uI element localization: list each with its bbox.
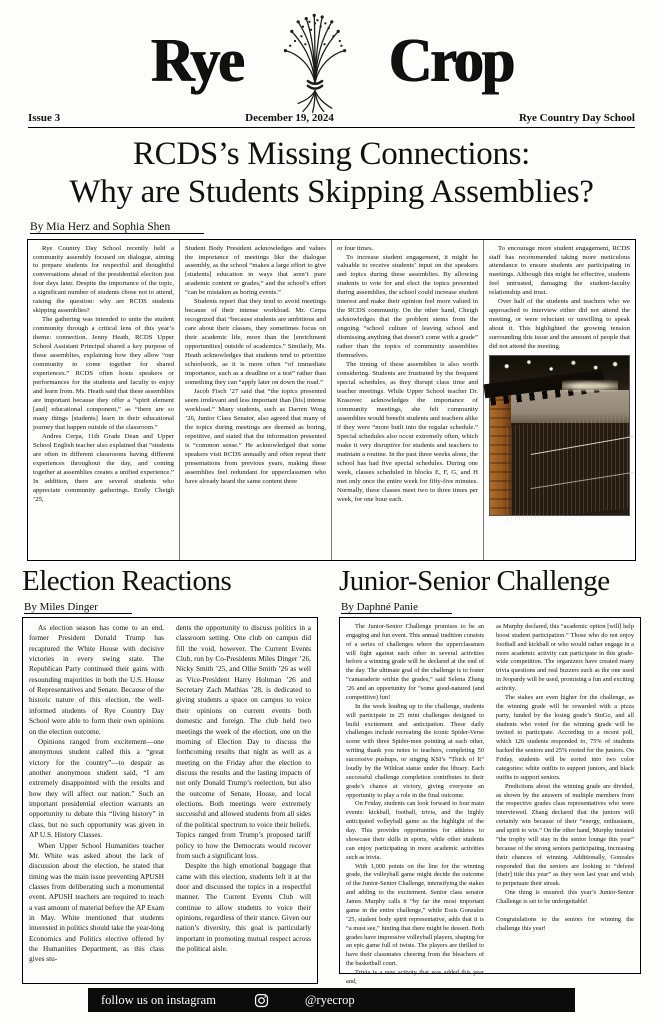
paragraph: Congratulations to the seniors for winning the challenge this year!: [496, 915, 634, 932]
paragraph: The gathering was intended to unite the student community through a critical lens of this year’s theme: connection. Jenny Heath, RCDS Upper School Assistant Principal shared a key purpose of these assemblies, explaining how they allow “our community to come together for shared experiences.” RCDS often hosts speakers or performances for the students and faculty to enjoy and learn from. Ms. Heath said that these assemblies are important because they offer a “spirit element [and] educational component,” as “there are so many things [students] learn in their educational journey that happen outside of the classroom.”: [33, 316, 174, 431]
challenge-byline-row: [341, 601, 641, 613]
instagram-icon: [254, 993, 269, 1008]
challenge-section: [339, 566, 641, 984]
paragraph: Andres Cerpa, 11th Grade Dean and Upper School English teacher also explained that “students are often in different classrooms having different experiences throughout the day, and coming together at assemblies creates a unified experience.” In addition, there are several students who appreciate community gatherings. Emily Cheigh ’25,: [33, 432, 174, 503]
article-column-text: [489, 245, 630, 353]
challenge-headline: Junior-Senior Challenge: [339, 564, 610, 597]
issue-date: December 19, 2024: [245, 112, 334, 124]
paragraph: dents the opportunity to discuss politics in a classroom setting. One club on campus did fill the void, however. The Current Events Club, run by Co-Presidents Miles Dinger ’26, Nicky Smith ’25, and Ollie Smith ’26 as well as Vice-President Harry Holtman ’26 and Secretary Zach Mathias ’28, is dedicated to giving students a space on campus to voice their opinions on current events both domestic and foreign. The club held two meetings the week of the election, one on the morning of Election Day to discuss the forthcoming results that night as well as a meeting on the Friday after the election to discuss the results and the lasting impacts of not only Donald Trump’s reelection, but also the outcome of Senate, House, and local elections. Both meetings were extremely successful and allowed students from all sides of the political spectrum to voice their beliefs. Topics ranged from Trump’s proposed tariff policy to how the Democrats would recover from such a significant loss.: [176, 622, 311, 860]
paragraph: as Murphy declared, this “academic option [will] help boost student participation.” Those who do not enjoy football and kickball or who would rather engage in a more academic activity can participate in this grade-wide competition. The organizers have created many trivia questions and real buzzers such as the one used in Jeopardy will be used, promising a fun and exciting activity.: [496, 622, 634, 693]
paragraph: The timing of these assemblies is also worth considering. Students are frustrated by the frequent special schedules, as they disrupt class time and teacher meetings. While Upper School teacher Dr. Krasovec acknowledges the importance of community meetings, she felt community assemblies would benefit students and teachers alike if they were “more built into the regular schedule.” Special schedules also occur extremely often, which make it very disruptive for students and teachers to maintain a routine. In the past three weeks alone, the school has had five special schedules. During one week, classes scheduled in blocks E, F, G, and H met only once the entire week for fifty-five minutes. Normally, these classes meet two to three times per week, for one hour each.: [337, 361, 478, 503]
paragraph: Student Body President acknowledges and values the importance of meetings like the dialogue assembly, as the school “makes a large effort to give [students] education in ways that aren’t pure academic content or grades,” and the school’s effort “can be mistaken as boring events.”: [185, 244, 326, 297]
issue-number: Issue 3: [28, 112, 61, 124]
lead-headline-line2: Why are Students Skipping Assemblies?: [69, 174, 594, 211]
masthead-title-left: Rye: [150, 25, 243, 95]
paragraph: In the week leading up to the challenge, students will participate in 25 mini challenges designed to build excitement and anticipation. These daily challenges include recreating the iconic Spider-Verse scene with three Spider-men pointing at each other, writing thank you notes to teachers, completing 50 successive pushups, or singing KSI’s “Thick of It” loudly by the Wildcat statue under the library. Each successful challenge completion contributes to their grade’s chance at victory, giving everyone an opportunity to play a role in the final outcome.: [346, 702, 484, 799]
election-headline: Election Reactions: [22, 564, 232, 597]
lead-headline-line1: RCDS’s Missing Connections:: [132, 136, 531, 172]
photo-stage-lights-glow: [562, 378, 618, 394]
paragraph: The stakes are even higher for the challenge, as the winning grade will be rewarded with a pizza party, funded by the losing grade’s StuGo, and all students who voted for the winning grade will be invited to participate. According to a recent poll, which 126 students responded to, 75% of students backed the seniors and 25% rooted for the juniors. On Friday, students will be sorted into two color categories: white outfits to support juniors, and black outfits to support seniors.: [496, 693, 634, 781]
article-column: [490, 618, 640, 973]
masthead-title-right: Crop: [388, 25, 513, 95]
election-byline-row: [24, 601, 318, 613]
paragraph: or four times.: [337, 244, 374, 252]
bottom-sections: [22, 566, 641, 984]
paragraph: The Junior-Senior Challenge promises to be an engaging and fun event. This annual tradition consists of a series of challenges where the upperclassmen will fight against each other in several activities before a winning grade will be declared at the end of the day. The ultimate goal of the challenge is to foster “camaraderie within the grades,” said Selena Zhang ’26 and an opportunity for “some good-natured (and competitive) fun!: [346, 622, 484, 701]
article-column: [331, 240, 483, 560]
paragraph: Despite the high emotional baggage that came with this election, students left it at the door and discussed the topics in a respectful manner. The Current Events Club will continue to allow students to voice their opinions, regardless of their stance. Given our nation’s diversity, this goal is particularly important in promoting mutual respect across the political aisle.: [176, 861, 311, 954]
school-name: Rye Country Day School: [518, 112, 635, 124]
wheat-sheaf-icon: [276, 9, 354, 113]
paragraph: Opinions ranged from excitement—one anonymous student called this a “great victory for the country”—to despair as another anonymous student said, “I am extremely disappointed with the results and how they will affect our nation.” Such an important presidential election warrants an opportunity to debate this “living history” in class, but no such opportunity was given in AP U.S. History Classes.: [29, 736, 164, 840]
paragraph: With 1,000 points on the line for the winning grade, the volleyball game might decide the outcome of the Junior-Senior Challenge, intensifying the stakes and adding to the excitement. Senior class senator James Murphy calls it “by far the most important game in the entire challenge,” while Essis Gonzalez ’25, student body spirit representative, adds that it is “a must see,” hinting that there might be dessert. Both grades have impressive volleyball players, shaping for an epic game full of twists. The players are thrilled to have their classmates cheering from the bleachers of the basketball court.: [346, 862, 484, 968]
paragraph: Jacob Fisch ’27 said that “the topics presented seem irrelevant and less important than [his] intense workload.” Many students, such as Darren Wong ’26, Junior Class Senator, also agreed that many of the topics during meetings are deemed as boring, repetitive, and stated that the information presented is “common sense.” He acknowledged that some speakers visit RCDS annually and often repeat their presentations from previous years, making these assemblies feel redundant for upperclassmen who have already heard the same content three: [185, 388, 326, 485]
paragraph: To increase student engagement, it might be valuable to receive students’ input on the speakers and topics during these assemblies. By allowing students to vote for and elect the topics presented during assemblies, the school could increase student interest and make their opinion feel more valued in the RCDS community. On the other hand, Cheigh acknowledges that the problem stems from the ongoing “school culture of leaving school and dismissing anything that doesn’t come with a grade” rather than the topics of community assemblies themselves.: [337, 253, 478, 360]
footer-text: follow us on instagram: [101, 992, 216, 1007]
paragraph: Trivia is a new activity that was added this year and,: [346, 969, 484, 985]
article-column: [340, 618, 490, 985]
lead-article-box: [27, 239, 636, 561]
footer-bar: [88, 988, 575, 1012]
paragraph: Predictions about the winning grade are divided, as shown by the answers of multiple members from the respective grades class representatives who were interviewed. Zhang declared that the juniors will certainly win because of their “energy, enthusiasm, and spirit to win.” On the other hand, Murphy insisted “the trophy will stay in the senior lounge this year” because of the strong seniors participating, increasing their chances of winning. Additionally, Gonzales responded that the seniors are looking to “defend [their] title this year” as they won last year and wish to perpetuate their streak.: [496, 782, 634, 888]
election-section: [22, 566, 318, 984]
paragraph: On Friday, students can look forward to four main events: kickball, football, trivia, and the highly anticipated volleyball game as the highlight of the day. This provides opportunities for athletes to showcase their skills in sports, while other students can enjoy participating in more academic activities such as trivia.: [346, 800, 484, 861]
paragraph: Over half of the students and teachers who we approached to interview either did not attend the meeting, or were reluctant or unwilling to speak about it. This highlighted the growing tension surrounding this issue and the amount of people that did not attend the meeting.: [489, 298, 630, 351]
lead-headline: [0, 135, 663, 212]
article-column: [179, 240, 331, 560]
article-column: [170, 618, 317, 983]
instagram-handle: @ryecrop: [304, 992, 355, 1007]
lead-byline: By Mia Herz and Sophia Shen: [30, 221, 204, 234]
lead-byline-row: [30, 221, 663, 233]
article-column: [28, 240, 179, 560]
paragraph: Rye Country Day School recently held a community assembly focused on dialogue, aiming to prepare students for respectful and thoughtful conversations ahead of the presidential election just four days later. Despite the importance of the topic, a significant number of students chose not to attend, raising the question: why are RCDS students skipping assemblies?: [33, 244, 174, 315]
election-byline: By Miles Dinger: [24, 601, 132, 614]
paragraph: As election season has come to an end, former President Donald Trump has recaptured the White House with decisive victories in every swing state. The Republican Party continued their gains with resounding majorities in both the U.S. House of Representatives and Senate. Because of the historic nature of this election, the well-informed students of Rye Country Day School were able to form their own opinions on the election outcome.: [29, 622, 164, 736]
election-article-box: [22, 617, 318, 984]
paragraph: To encourage more student engagement, RCDS staff has recommended taking more meticulous attendance to ensure students are participating in meetings. Although this might be effective, students feel untrusted, damaging the student-faculty relationship and trust.: [489, 244, 630, 297]
issue-row: [28, 112, 635, 128]
paragraph: When Upper School Humanities teacher Mr. White was asked about the lack of discussion about the election, he stated that timing was the main issue preventing APUSH classes from deliberating such a monumental event. APUSH teachers are required to teach a vast amount of material before the AP Exam in May. White mentioned that students interested in politics should take the year-long Economics and Politics elective offered by the Humanities Department, as this class gives stu-: [29, 840, 164, 964]
masthead: [0, 0, 663, 110]
photo-seat-rows: [504, 413, 629, 522]
article-column: [23, 618, 170, 983]
challenge-byline: By Daphné Panie: [341, 601, 452, 614]
challenge-article-box: [339, 617, 641, 985]
auditorium-photo: [489, 355, 630, 516]
article-column: [483, 240, 635, 560]
paragraph: One thing is ensured: this year’s Junior-Senior Challenge is set to be unforgettable!: [496, 889, 634, 906]
paragraph: Students report that they tend to avoid meetings because of their intense workload. Mr. Cerpa recognized that “because students are ambitious and care about their classes, they sometimes focus on their academic life, more than the [enrichment opportunities] outside of academics.” Similarly, Ms. Heath acknowledges that students tend to prioritize schoolwork, as it is more often “of immediate importance, such as a deadline or a test” rather than something they can “apply later on down the road.”: [185, 298, 326, 387]
